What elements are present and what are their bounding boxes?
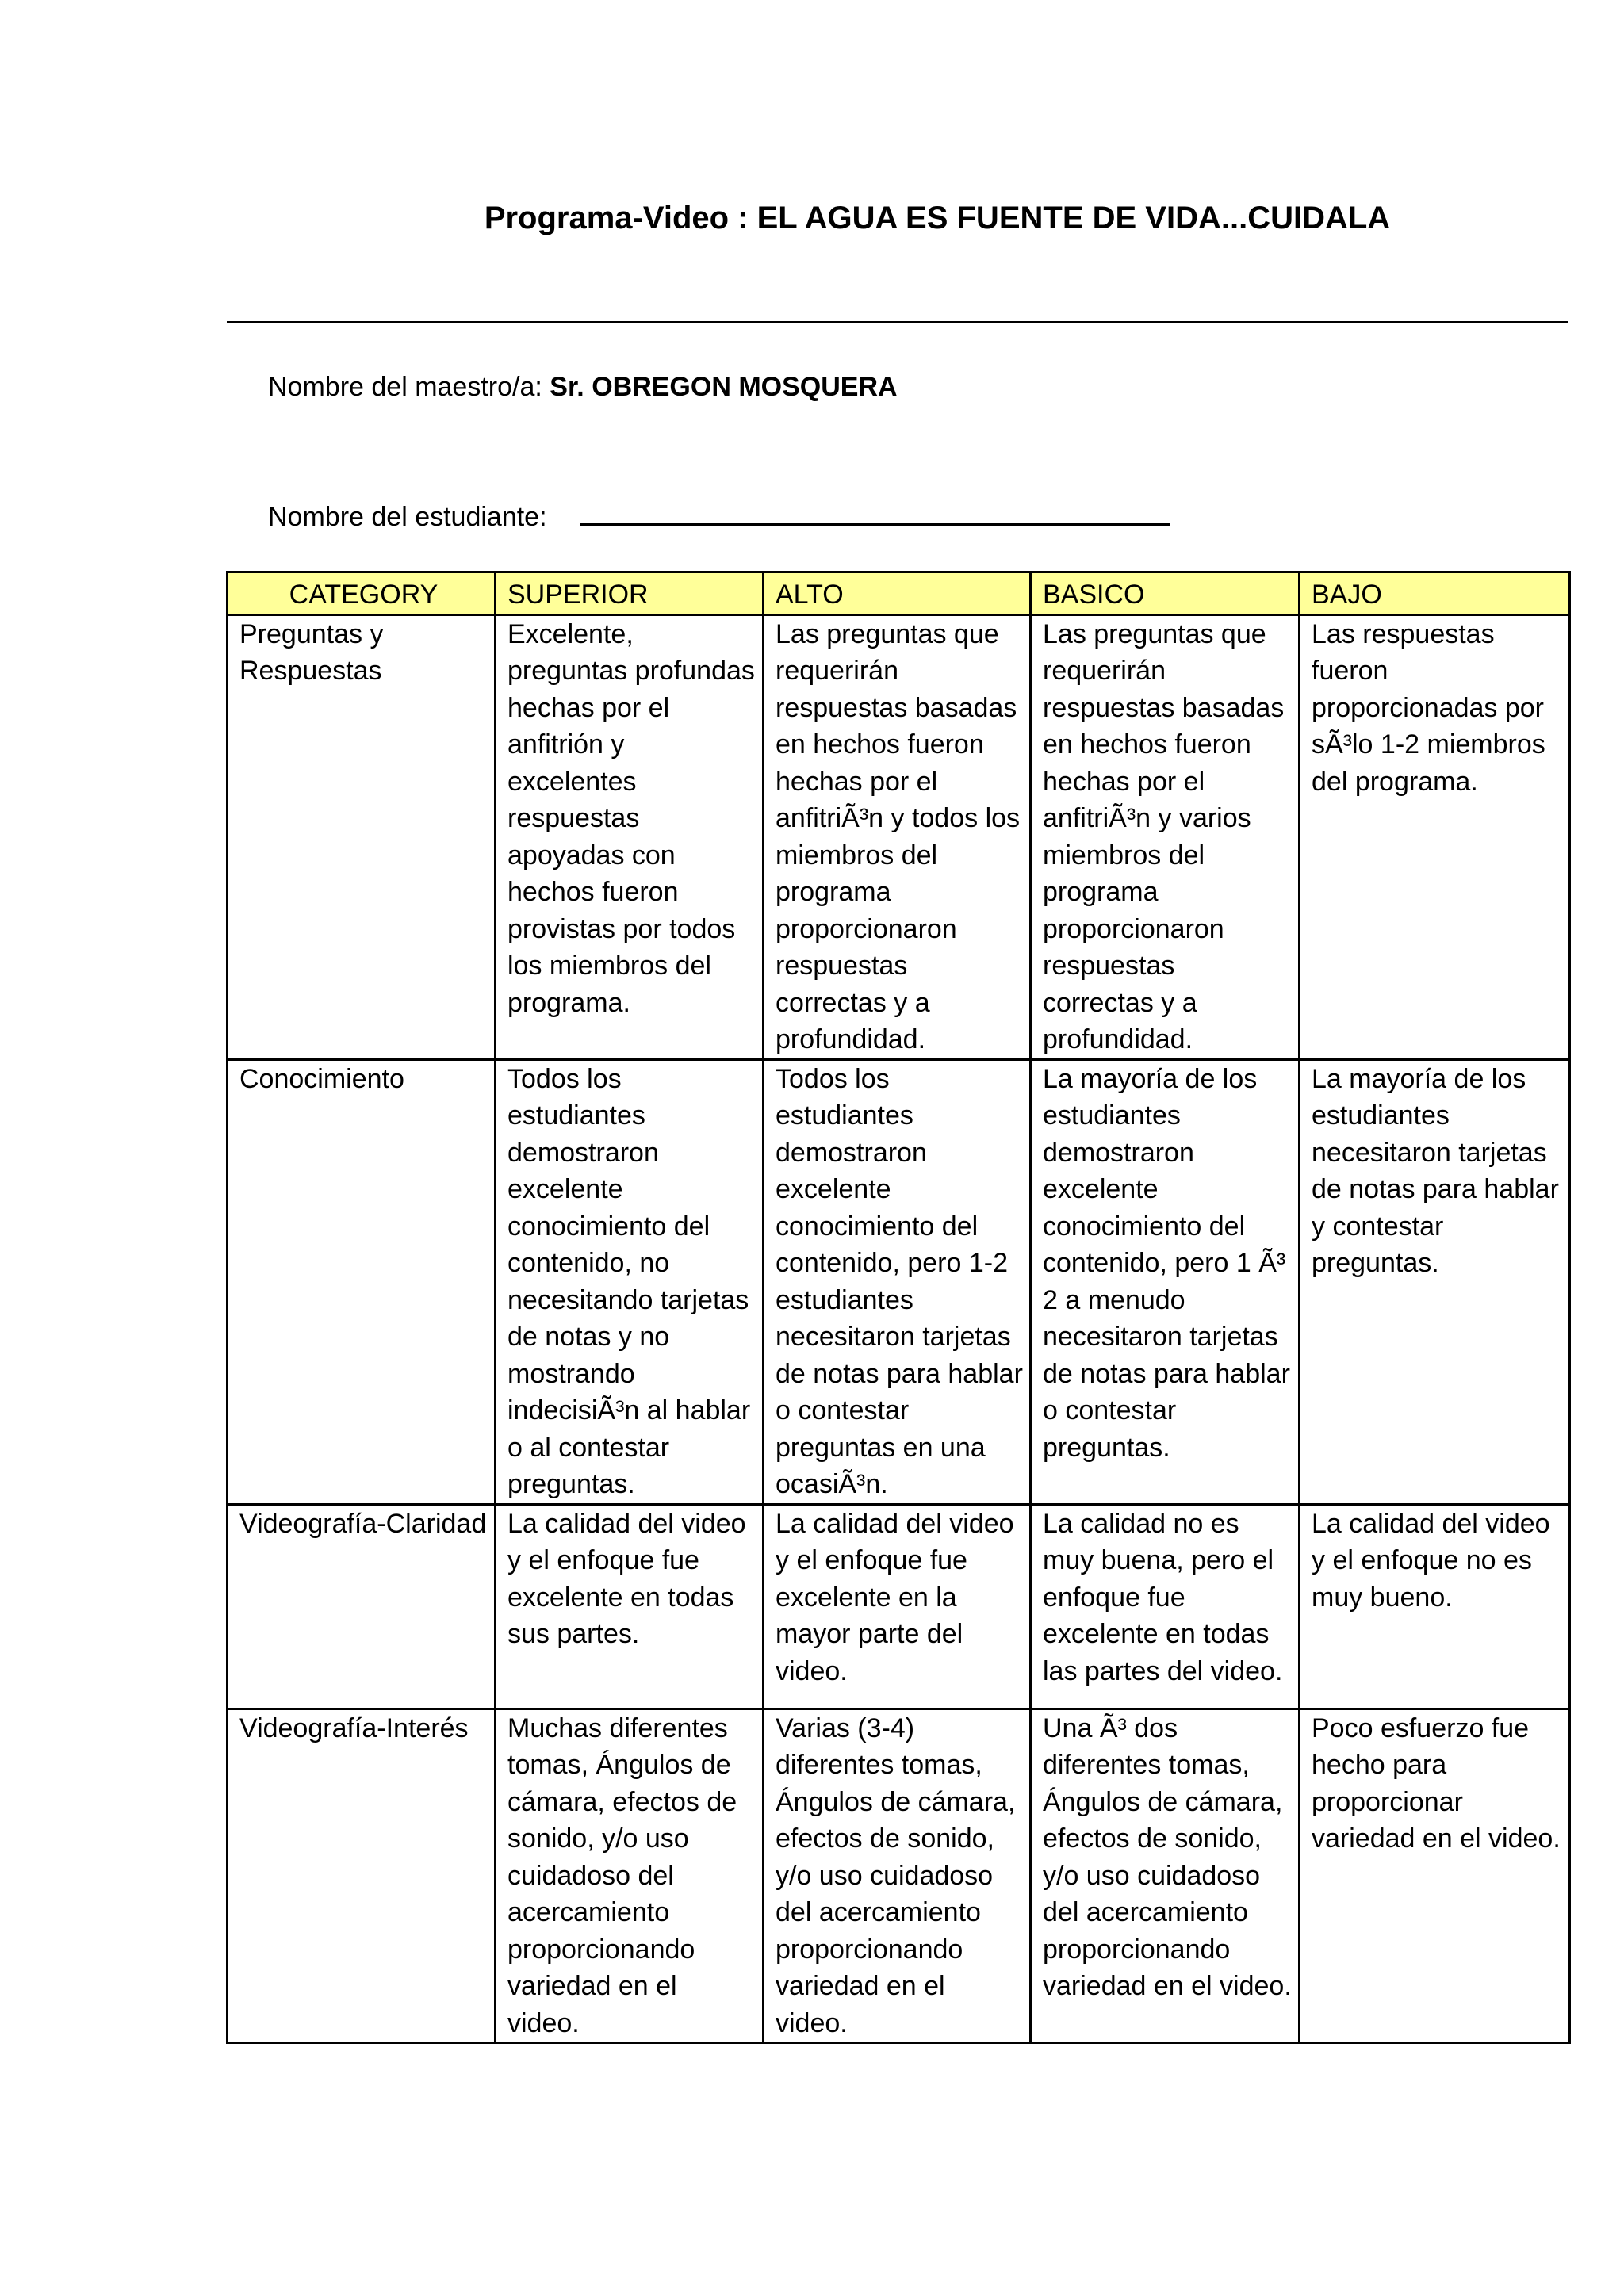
title-divider [227,321,1568,323]
cell-alto: Todos los estudiantes demostraron excelente conocimiento del contenido, pero 1-2 estudiantes necesitaron tarjetas de notas para hablar o contestar preguntas en una ocasiÃ³n. [764,1059,1031,1504]
header-superior: SUPERIOR [496,572,764,615]
row-category: Preguntas y Respuestas [228,614,496,1059]
teacher-label: Nombre del maestro/a: [268,372,542,402]
cell-alto: Varias (3-4) diferentes tomas, Ángulos de cámara, efectos de sonido, y/o uso cuidadoso del acercamiento proporcionando variedad en el video. [764,1709,1031,2043]
cell-bajo: La calidad del video y el enfoque no es muy bueno. [1300,1504,1570,1709]
rubric-table [226,571,1571,2044]
row-category: Videografía-Claridad [228,1504,496,1709]
cell-basico: Una Ã³ dos diferentes tomas, Ángulos de cámara, efectos de sonido, y/o uso cuidadoso del acercamiento proporcionando variedad en el video. [1031,1709,1300,2043]
table-row [228,1504,1570,1709]
cell-superior: Muchas diferentes tomas, Ángulos de cámara, efectos de sonido, y/o uso cuidadoso del acercamiento proporcionando variedad en el video. [496,1709,764,2043]
header-category: CATEGORY [228,572,496,615]
row-category: Conocimiento [228,1059,496,1504]
table-row [228,1709,1570,2043]
cell-basico: Las preguntas que requerirán respuestas basadas en hechos fueron hechas por el anfitriÃ³n y varios miembros del programa proporcionaron respuestas correctas y a profundidad. [1031,614,1300,1059]
cell-alto: La calidad del video y el enfoque fue excelente en la mayor parte del video. [764,1504,1031,1709]
student-label: Nombre del estudiante: [268,502,547,532]
cell-bajo: Las respuestas fueron proporcionadas por sÃ³lo 1-2 miembros del programa. [1300,614,1570,1059]
header-alto: ALTO [764,572,1031,615]
cell-alto: Las preguntas que requerirán respuestas basadas en hechos fueron hechas por el anfitriÃ³n y todos los miembros del programa proporcionaron respuestas correctas y a profundidad. [764,614,1031,1059]
teacher-name: Sr. OBREGON MOSQUERA [550,372,898,402]
table-row [228,614,1570,1059]
header-basico: BASICO [1031,572,1300,615]
cell-basico: La calidad no es muy buena, pero el enfoque fue excelente en todas las partes del video. [1031,1504,1300,1709]
rubric-header-row [228,572,1570,615]
cell-basico: La mayoría de los estudiantes demostraron excelente conocimiento del contenido, pero 1 Ã³ 2 a menudo necesitaron tarjetas de notas para hablar o contestar preguntas. [1031,1059,1300,1504]
cell-bajo: La mayoría de los estudiantes necesitaron tarjetas de notas para hablar y contestar preguntas. [1300,1059,1570,1504]
teacher-line [268,368,898,406]
header-bajo: BAJO [1300,572,1570,615]
cell-superior: Todos los estudiantes demostraron excelente conocimiento del contenido, no necesitando tarjetas de notas y no mostrando indecisiÃ³n al hablar o al contestar preguntas. [496,1059,764,1504]
table-row [228,1059,1570,1504]
cell-superior: La calidad del video y el enfoque fue excelente en todas sus partes. [496,1504,764,1709]
student-line [268,492,1170,536]
cell-bajo: Poco esfuerzo fue hecho para proporcionar variedad en el video. [1300,1709,1570,2043]
student-name-blank [580,492,1170,526]
row-category: Videografía-Interés [228,1709,496,2043]
cell-superior: Excelente, preguntas profundas hechas por el anfitrión y excelentes respuestas apoyadas con hechos fueron provistas por todos los miembros del programa. [496,614,764,1059]
page-title: Programa-Video : EL AGUA ES FUENTE DE VIDA...CUIDALA [484,201,1391,235]
